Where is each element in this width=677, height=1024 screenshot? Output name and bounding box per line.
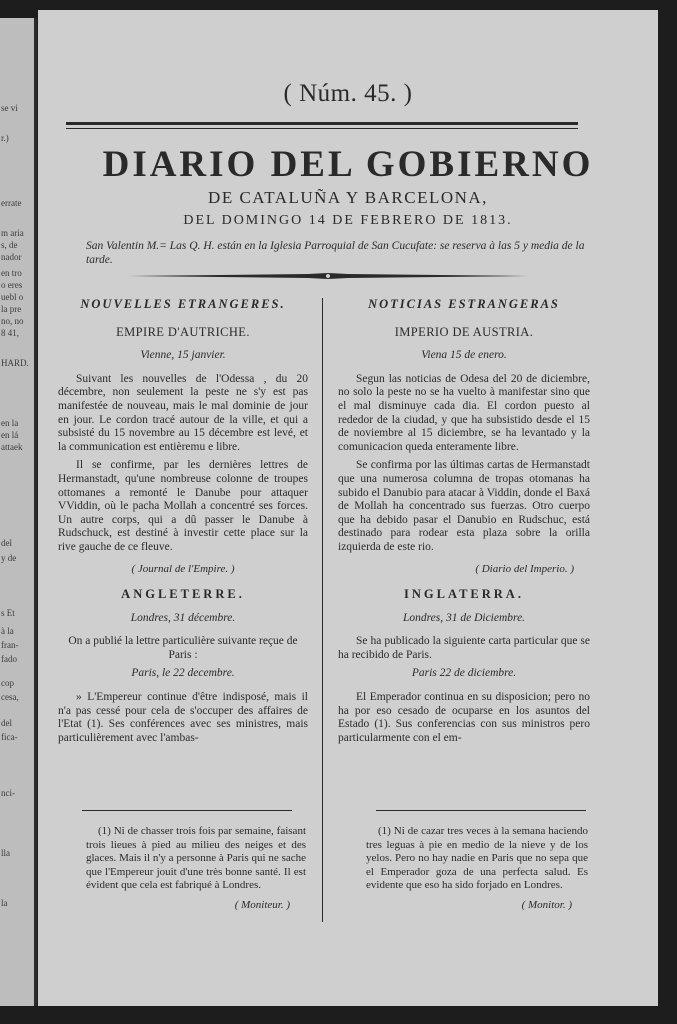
article-paragraph: Il se confirme, par les dernières lettres de Hermanstadt, qu'une nombreuse colonne de troupes ottomanes a remonté le Danube pour attaquer VViddin, où le pacha Mollah a concentré ses forces. Un autre corps, qui a dû passer le Danube à Rudschuck, est destiné à investir cette place sur la rive gauche de ce fleuve.	[58, 459, 308, 553]
adjacent-page-fragment: cesa,	[1, 692, 19, 702]
article-paragraph: Se ha publicado la siguiente carta particular que se ha recibido de Paris.	[338, 635, 590, 661]
adjacent-page-fragment: fran-	[1, 640, 19, 650]
footnote-text: (1) Ni de cazar tres veces à la semana haciendo tres leguas à pie en medio de la nieve y de los yelos. Pero no hay nadie en Paris que no sepa que el Emperador goza de una perfecta salud. Es evidente que eso ha sido forjado en Londres.	[366, 825, 588, 891]
article-paragraph: » L'Empereur continue d'être indisposé, mais il n'a pas cessé pour cela de s'occuper des affaires de l'Etat (1). Ses conférences avec ses ministres, mais particulièrement avec l'ambas-	[58, 691, 308, 744]
date-line: DEL DOMINGO 14 DE FEBRERO DE 1813.	[183, 213, 513, 228]
country-heading: EMPIRE D'AUTRICHE.	[116, 324, 250, 339]
adjacent-page-fragment: à la	[1, 626, 14, 636]
footnote-spanish	[366, 825, 588, 924]
issue-number: ( Núm. 45. )	[283, 80, 413, 107]
adjacent-page-fragment: nci-	[1, 788, 15, 798]
adjacent-page-fragment: HARD.	[1, 358, 29, 368]
adjacent-page-fragment: lla	[1, 848, 10, 858]
newspaper-page	[38, 10, 658, 1006]
article-paragraph: Segun las noticias de Odesa del 20 de diciembre, no solo la peste no se ha vuelto à manifestar sino que el mal disminuye cada dia. El cordon puesto al rededor de la ciudad, y que ha subsistido desde el 15 de noviembre al 15 diciembre, se ha levantado y la comunicacion queda enteramente libre.	[338, 372, 590, 453]
section-title: NOUVELLES ETRANGERES.	[80, 297, 286, 311]
dateline-place: Viena 15 de enero.	[421, 349, 507, 362]
dateline-place: Paris, le 22 decembre.	[131, 667, 235, 680]
adjacent-page-fragment: del	[1, 718, 12, 728]
daily-notice: San Valentin M.= Las Q. H. están en la Iglesia Parroquial de San Cucufate: se reserva à las 5 y media de la tarde.	[86, 240, 585, 266]
adjacent-page-fragment: en lá	[1, 430, 19, 440]
adjacent-page-fragment: s Et	[1, 608, 15, 618]
adjacent-page-fragment: en tro	[1, 268, 22, 278]
adjacent-page-fragment: o eres	[1, 280, 23, 290]
adjacent-page-fragment: nador	[1, 252, 22, 262]
footnote-source: ( Moniteur. )	[234, 898, 290, 911]
dateline-place: Paris 22 de diciembre.	[411, 667, 517, 680]
footnote-text: (1) Ni de chasser trois fois par semaine, faisant trois lieues à pied au milieu des neiges et des glaces. Mais il n'y a personne à Paris qui ne sache que l'Empereur jouit d'une très bonne santé. Il est évident que cela est fabriqué à Londres.	[86, 825, 306, 891]
adjacent-page-fragment: 8 41,	[1, 328, 19, 338]
ornament-rule	[128, 273, 528, 279]
source-credit: ( Diario del Imperio. )	[475, 562, 574, 575]
adjacent-page-fragment: del	[1, 538, 12, 548]
adjacent-page-fragment: la	[1, 898, 8, 908]
adjacent-page-fragment: cop	[1, 678, 14, 688]
adjacent-page-fragment: fica-	[1, 732, 18, 742]
article-paragraph: Suivant les nouvelles de l'Odessa , du 20 décembre, non seulement la peste ne s'y est pas manifestée de nouveau, mais le mal dominie de jour en jour. Le cordon tracé autour de la ville, et qui a subsisté du 15 novembre au 15 décembre est levé, et la communication est entièremu e libre.	[58, 372, 308, 453]
footnote-rule	[82, 810, 292, 811]
header-rule-thin	[66, 128, 578, 129]
article-paragraph: Se confirma por las últimas cartas de Hermanstadt que una numerosa columna de tropas otomanas ha subido el Danubio para atacar à Viddin, donde el Baxá de Mollah ha concentrado sus fuerzas. Otro cuerpo que ha debido pasar el Danubio en Rudschuc, está destinado para rodear esta plaza sobre la orilla izquierda de este rio.	[338, 459, 590, 553]
adjacent-page-fragment: m aria	[1, 228, 24, 238]
source-credit: ( Journal de l'Empire. )	[131, 562, 235, 575]
adjacent-page-fragment: en la	[1, 418, 19, 428]
masthead-title: DIARIO DEL GOBIERNO	[102, 144, 594, 185]
adjacent-page-fragment: errate	[1, 198, 22, 208]
adjacent-page-fragment: y de	[1, 553, 17, 563]
footnote-source: ( Monitor. )	[521, 898, 572, 911]
adjacent-page-fragment: no, no	[1, 316, 24, 326]
adjacent-page-fragment: attaek	[1, 442, 23, 452]
column-french	[58, 298, 308, 750]
adjacent-page-fragment: s, de	[1, 240, 18, 250]
masthead-subtitle: DE CATALUÑA Y BARCELONA,	[208, 188, 488, 207]
column-divider	[322, 298, 323, 922]
adjacent-page-fragment: la pre	[1, 304, 22, 314]
footnote-french	[86, 825, 306, 924]
footnote-rule	[376, 810, 586, 811]
adjacent-page-fragment: r.)	[1, 133, 9, 143]
adjacent-page-fragment: uebl o	[1, 292, 24, 302]
adjacent-page-fragment: se vi	[1, 103, 18, 113]
dateline-place: Londres, 31 de Diciembre.	[402, 611, 526, 624]
country-heading: IMPERIO DE AUSTRIA.	[394, 324, 534, 339]
article-paragraph: El Emperador continua en su disposicion; pero no ha por eso cesado de ocuparse en los asuntos del Estado (1). Sus conferencias con sus ministros pero particularmente con el em-	[338, 691, 590, 744]
dateline-place: Londres, 31 décembre.	[130, 611, 236, 624]
article-paragraph: On a publié la lettre particulière suivante reçue de Paris :	[68, 635, 298, 661]
country-heading: ANGLETERRE.	[121, 587, 245, 602]
country-heading: INGLATERRA.	[404, 587, 524, 602]
section-title: NOTICIAS ESTRANGERAS	[368, 297, 560, 311]
adjacent-page-fragment: fado	[1, 654, 17, 664]
column-spanish	[338, 298, 590, 750]
header-rule-top	[66, 122, 578, 125]
dateline-place: Vienne, 15 janvier.	[140, 349, 226, 362]
adjacent-page-edge	[0, 18, 37, 1006]
